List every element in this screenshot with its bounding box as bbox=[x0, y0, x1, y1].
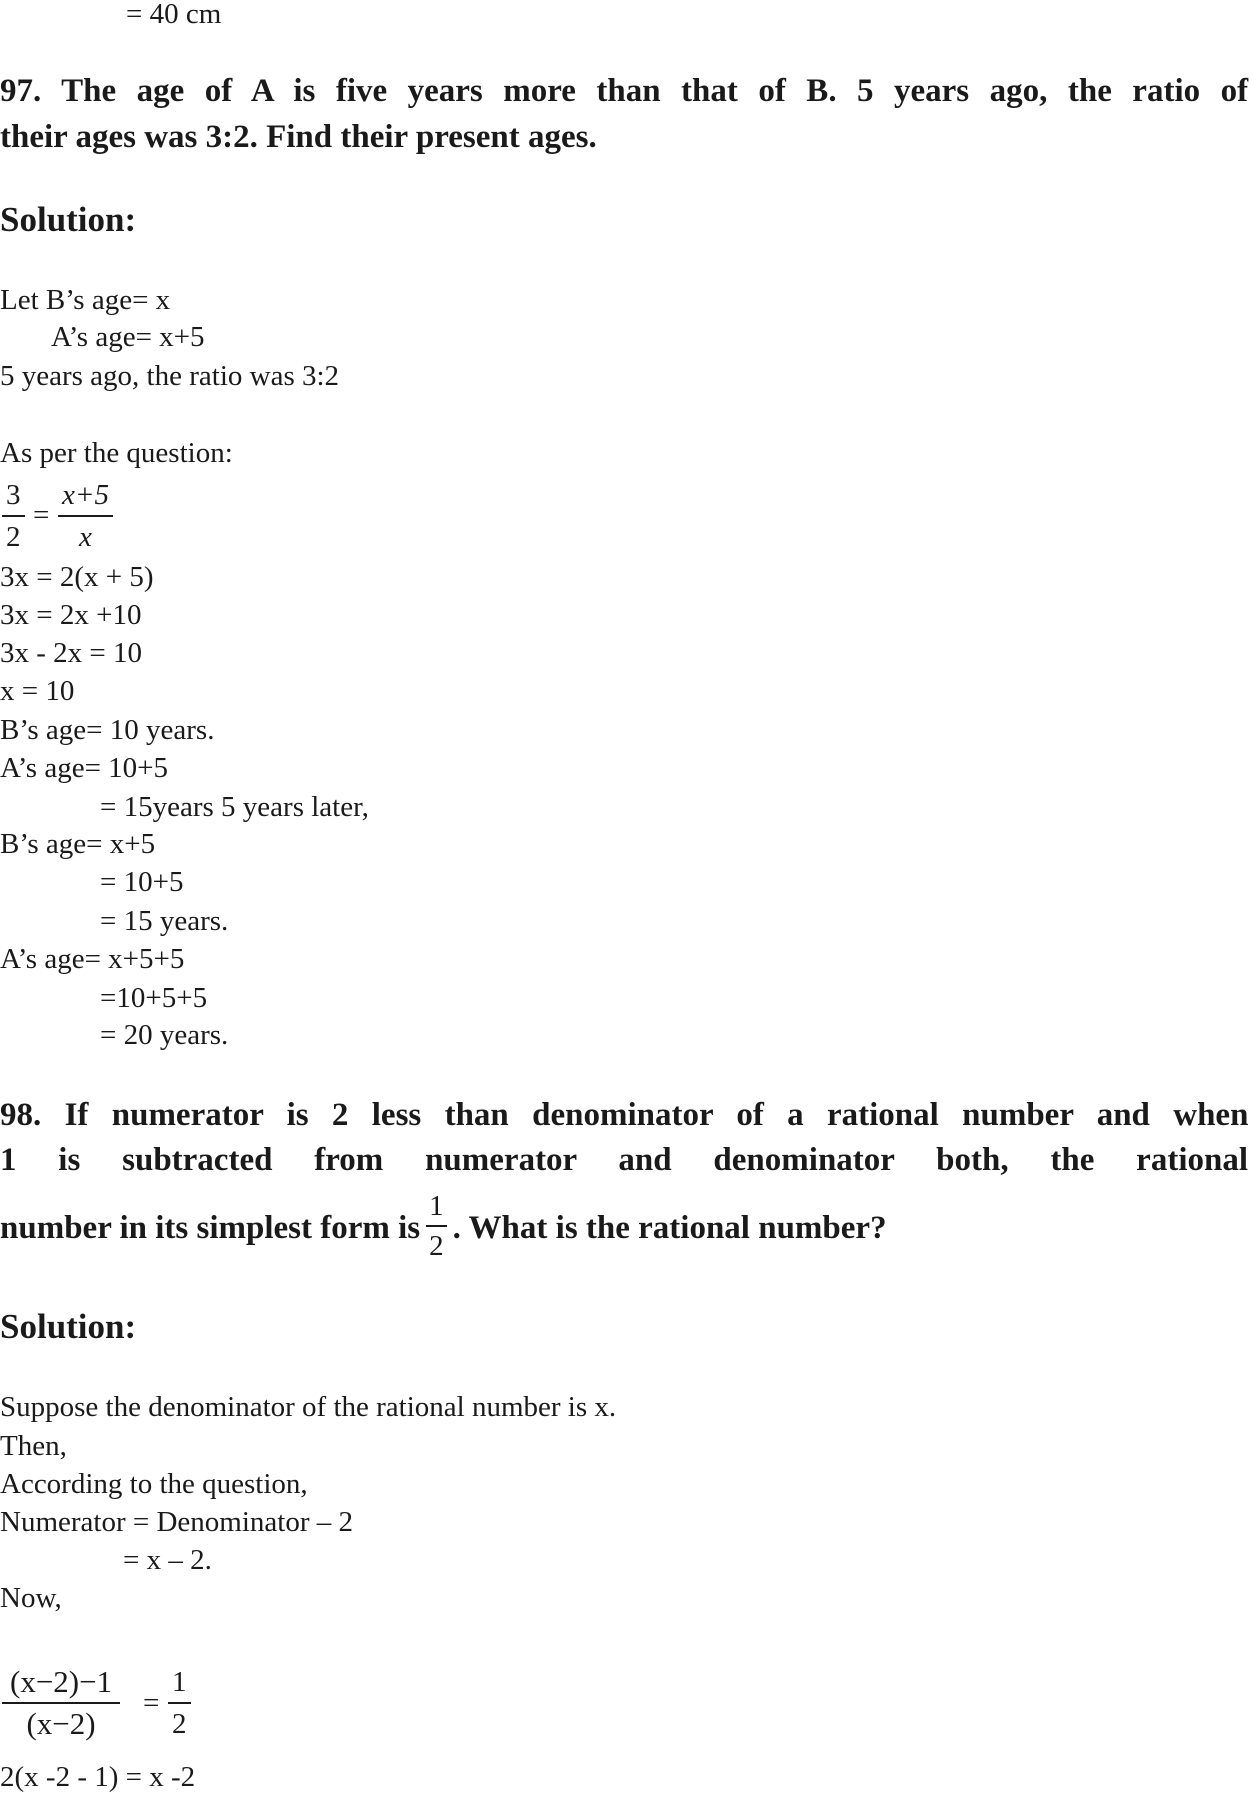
fraction bbox=[2, 1662, 120, 1744]
step-line: Let B’s age= x bbox=[0, 284, 171, 316]
step-line: =10+5+5 bbox=[100, 982, 208, 1014]
step-line: A’s age= 10+5 bbox=[0, 752, 169, 784]
fraction-one-half bbox=[426, 1187, 447, 1265]
step-line: Then, bbox=[0, 1430, 67, 1462]
question-97-line-2: their ages was 3:2. Find their present ages. bbox=[0, 119, 597, 155]
denominator: (x−2) bbox=[26, 1706, 96, 1741]
question-98-line-1: 98. If numerator is 2 less than denominator of a rational number and when bbox=[0, 1097, 1249, 1133]
step-line: B’s age= x+5 bbox=[0, 828, 156, 860]
denominator: 2 bbox=[6, 521, 21, 553]
step-line: x = 10 bbox=[0, 675, 75, 707]
question-97-line-1: 97. The age of A is five years more than that of B. 5 years ago, the ratio of bbox=[0, 73, 1249, 109]
step-line: = 20 years. bbox=[100, 1019, 229, 1051]
step-line: = 15years 5 years later, bbox=[100, 791, 369, 823]
step-line: B’s age= 10 years. bbox=[0, 714, 215, 746]
solution-heading: Solution: bbox=[0, 200, 137, 239]
step-line: 5 years ago, the ratio was 3:2 bbox=[0, 360, 340, 392]
numerator: (x−2)−1 bbox=[2, 1662, 120, 1704]
question-98-text: number in its simplest form is bbox=[0, 1210, 421, 1246]
step-line: Now, bbox=[0, 1582, 62, 1614]
step-line: 3x = 2(x + 5) bbox=[0, 561, 154, 593]
step-line: A’s age= x+5+5 bbox=[0, 943, 185, 975]
denominator: 2 bbox=[172, 1708, 187, 1740]
step-line: Numerator = Denominator – 2 bbox=[0, 1506, 353, 1538]
question-98-text: . What is the rational number? bbox=[452, 1210, 887, 1246]
equals-sign: = bbox=[143, 1687, 160, 1719]
previous-answer-line: = 40 cm bbox=[126, 0, 222, 30]
solution-heading: Solution: bbox=[0, 1307, 137, 1346]
fraction bbox=[168, 1662, 191, 1744]
step-line: A’s age= x+5 bbox=[51, 321, 205, 353]
step-line: 3x = 2x +10 bbox=[0, 599, 142, 631]
equals-sign: = bbox=[33, 499, 50, 531]
step-line: According to the question, bbox=[0, 1468, 308, 1500]
step-line: = x – 2. bbox=[123, 1544, 212, 1576]
numerator: 1 bbox=[168, 1662, 191, 1704]
step-line: 2(x -2 - 1) = x -2 bbox=[0, 1761, 196, 1793]
fraction bbox=[58, 475, 113, 557]
question-98-line-3 bbox=[0, 1188, 887, 1269]
numerator: 3 bbox=[2, 475, 25, 517]
step-line: = 15 years. bbox=[100, 905, 229, 937]
step-line: = 10+5 bbox=[100, 866, 184, 898]
denominator: x bbox=[79, 521, 92, 553]
numerator: x+5 bbox=[58, 475, 113, 517]
step-line: As per the question: bbox=[0, 437, 233, 469]
step-line: 3x - 2x = 10 bbox=[0, 637, 143, 669]
question-98-line-2: 1 is subtracted from numerator and denominator both, the rational bbox=[0, 1142, 1249, 1178]
step-line: Suppose the denominator of the rational number is x. bbox=[0, 1391, 617, 1423]
denominator: 2 bbox=[429, 1230, 444, 1263]
numerator: 1 bbox=[426, 1187, 447, 1227]
fraction bbox=[2, 475, 25, 557]
